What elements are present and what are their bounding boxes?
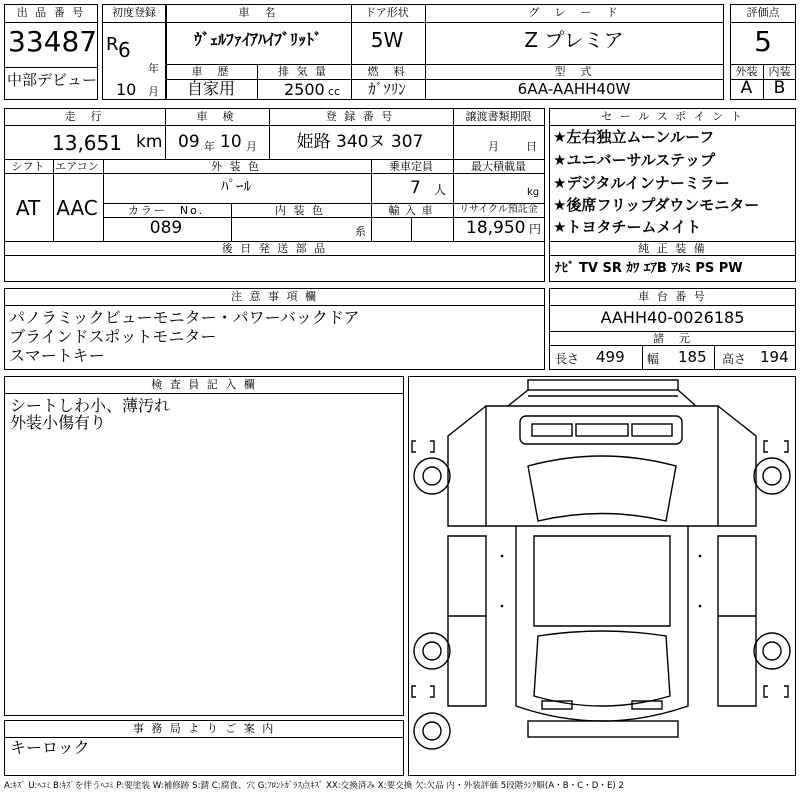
capacity-unit: 人 bbox=[434, 183, 447, 197]
inspection-month-unit: 月 bbox=[246, 140, 257, 153]
car-name-label: 車 名 bbox=[238, 6, 278, 19]
sales-points-label: セ ー ル ス ポ イ ン ト bbox=[601, 110, 744, 123]
office-label: 事 務 局 よ り ご 案 内 bbox=[132, 722, 276, 735]
debut-label: 中部デビュー bbox=[7, 71, 98, 89]
recycle-amount: 18,950 bbox=[466, 218, 526, 238]
capacity: 7 bbox=[410, 178, 421, 198]
fuel: ｶﾞｿﾘﾝ bbox=[368, 80, 406, 98]
door-type: 5W bbox=[370, 28, 404, 52]
sales-point-4: ★後席フリップダウンモニター bbox=[553, 196, 760, 214]
auction-number: 33487 bbox=[8, 25, 98, 58]
note-3: スマートキー bbox=[9, 346, 105, 365]
import-label: 輸 入 車 bbox=[388, 204, 434, 217]
inspection-month: 10 bbox=[220, 132, 242, 152]
interior-grade-label: 内装 bbox=[768, 65, 791, 78]
history-label: 車 歴 bbox=[191, 65, 231, 78]
recycle-label: リサイクル預託金 bbox=[459, 204, 538, 215]
history: 自家用 bbox=[186, 79, 235, 98]
model-label: 型 式 bbox=[554, 65, 594, 78]
inspector-label: 検 査 員 記 入 欄 bbox=[151, 378, 257, 391]
sales-point-5: ★トヨタチームメイト bbox=[553, 218, 702, 236]
grade: Z プレミア bbox=[524, 28, 624, 52]
exterior-grade: A bbox=[740, 78, 753, 98]
plate-label: 登 録 番 号 bbox=[325, 110, 395, 123]
max-load-label: 最大積載量 bbox=[471, 160, 526, 173]
registration-year: 6 bbox=[118, 38, 131, 62]
inspection-year-unit: 年 bbox=[204, 140, 215, 153]
shift-label: シフト bbox=[11, 160, 45, 173]
registration-month: 10 bbox=[116, 80, 137, 99]
ac-label: エアコン bbox=[55, 160, 99, 173]
equipment-label: 純 正 装 備 bbox=[638, 242, 707, 255]
sales-point-1: ★左右独立ムーンルーフ bbox=[553, 128, 715, 146]
chassis-number: AAHH40-0026185 bbox=[600, 308, 745, 327]
plate-number: 姫路 340ヌ 307 bbox=[296, 132, 424, 152]
color-no: 089 bbox=[149, 218, 183, 238]
transfer-deadline-label: 譲渡書類期限 bbox=[465, 110, 532, 123]
inspection-year: 09 bbox=[178, 132, 200, 152]
legend: A:ｷｽﾞ U:ﾍｺﾐ B:ｷｽﾞを伴うﾍｺﾐ P:要塗装 W:補修跡 S:錆 C:腐食、穴 G:ﾌﾛﾝﾄｶﾞﾗｽ点ｷｽﾞ XX:交換済み X:要交換 欠:欠品 内・外装評価 5段階ﾗﾝｸ順(A・B・C・D・E) 2 bbox=[4, 781, 624, 791]
month-unit: 月 bbox=[148, 85, 159, 98]
sales-point-3: ★デジタルインナーミラー bbox=[553, 174, 730, 192]
height-label: 高さ bbox=[722, 352, 747, 366]
transfer-month-unit: 月 bbox=[488, 140, 499, 153]
color-label: 外 装 色 bbox=[211, 160, 261, 173]
capacity-label: 乗車定員 bbox=[389, 160, 433, 173]
recycle-unit: 円 bbox=[529, 222, 542, 236]
interior-color-suffix: 系 bbox=[355, 225, 366, 238]
displacement-label: 排 気 量 bbox=[278, 65, 328, 78]
later-parts-label: 後 日 発 送 部 品 bbox=[221, 242, 328, 255]
length-label: 長さ bbox=[555, 352, 580, 366]
shift: AT bbox=[15, 196, 41, 220]
car-diagram bbox=[408, 376, 796, 776]
score: 5 bbox=[754, 25, 772, 58]
car-name: ｳﾞｪﾙﾌｧｲｱﾊｲﾌﾞﾘｯﾄﾞ bbox=[193, 30, 322, 49]
grade-label: グ レ ー ド bbox=[528, 6, 620, 19]
note-1: パノラミックビューモニター・パワーバックドア bbox=[9, 308, 360, 327]
sales-point-2: ★ユニバーサルステップ bbox=[553, 151, 715, 169]
first-registration-label: 初度登録 bbox=[112, 6, 156, 19]
displacement: 2500 bbox=[284, 80, 325, 99]
year-unit: 年 bbox=[148, 62, 159, 75]
mileage: 13,651 bbox=[52, 131, 122, 155]
era: R bbox=[106, 34, 119, 55]
equipment: ﾅﾋﾞ TV SR ｶﾜ ｴｱB ｱﾙﾐ PS PW bbox=[555, 261, 743, 276]
color: ﾊﾟｰﾙ bbox=[220, 177, 251, 195]
dims-label: 諸 元 bbox=[653, 332, 692, 345]
office-note: キーロック bbox=[10, 738, 90, 757]
transfer-day-unit: 日 bbox=[526, 140, 537, 153]
auction-number-label: 出 品 番 号 bbox=[16, 6, 86, 19]
interior-grade: B bbox=[773, 78, 786, 98]
inspector-note-1: シートしわ小、薄汚れ bbox=[10, 396, 171, 415]
ac: AAC bbox=[56, 196, 98, 220]
notes-label: 注 意 事 項 欄 bbox=[231, 290, 318, 303]
inspector-note-2: 外装小傷有り bbox=[10, 413, 107, 432]
chassis-label: 車 台 番 号 bbox=[638, 290, 707, 303]
fuel-label: 燃 料 bbox=[367, 65, 407, 78]
exterior-grade-label: 外装 bbox=[735, 65, 758, 78]
max-load-unit: kg bbox=[527, 187, 540, 198]
score-label: 評価点 bbox=[746, 6, 780, 19]
width: 185 bbox=[678, 348, 707, 366]
displacement-unit: cc bbox=[328, 85, 341, 98]
mileage-label: 走 行 bbox=[64, 110, 104, 123]
length: 499 bbox=[596, 348, 625, 366]
interior-color-label: 内 装 色 bbox=[275, 204, 325, 217]
note-2: ブラインドスポットモニター bbox=[9, 327, 217, 346]
width-label: 幅 bbox=[647, 352, 660, 366]
mileage-unit: km bbox=[136, 132, 163, 152]
door-label: ドア形状 bbox=[365, 6, 409, 19]
inspection-label: 車 検 bbox=[196, 110, 236, 123]
model: 6AA-AAHH40W bbox=[517, 80, 631, 98]
color-no-label: カラー No. bbox=[127, 204, 205, 217]
height: 194 bbox=[760, 348, 789, 366]
